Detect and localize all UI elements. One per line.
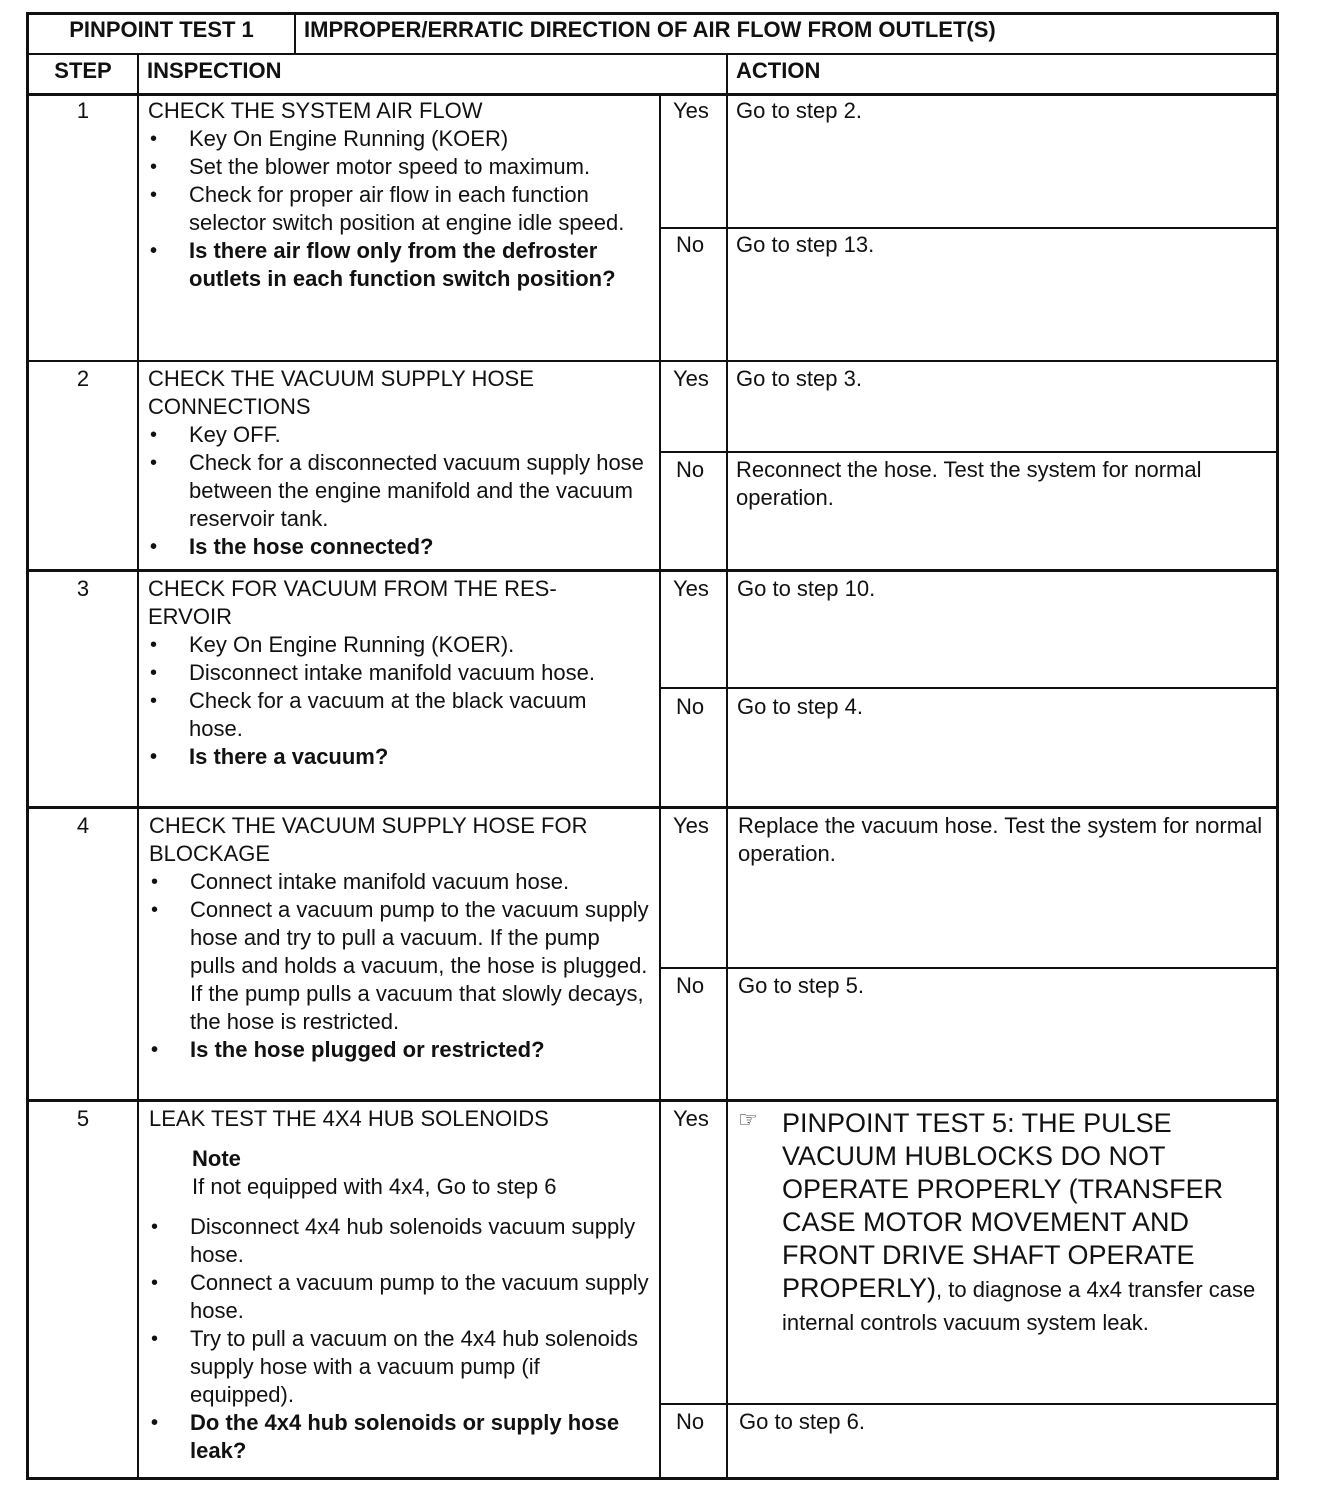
step-inspection bbox=[149, 1105, 649, 1465]
question-item: • Is there air flow only from the defroster outlets in each function switch position? bbox=[148, 237, 653, 293]
column-header-action: ACTION bbox=[736, 58, 821, 83]
list-item: • Set the blower motor speed to maximum. bbox=[148, 153, 653, 181]
test-label: PINPOINT TEST 1 bbox=[69, 17, 254, 42]
list-item: • Key OFF. bbox=[148, 421, 653, 449]
no-action: Go to step 5. bbox=[738, 973, 864, 998]
list-item: • Key On Engine Running (KOER). bbox=[148, 631, 638, 659]
step-title: LEAK TEST THE 4X4 HUB SOLENOIDS bbox=[149, 1106, 549, 1131]
step-inspection bbox=[148, 97, 653, 293]
list-item: • Check for a vacuum at the black vacuum hose. bbox=[148, 687, 638, 743]
yes-label: Yes bbox=[673, 98, 709, 123]
no-action: Go to step 4. bbox=[737, 694, 863, 719]
test-title: IMPROPER/ERRATIC DIRECTION OF AIR FLOW FROM OUTLET(S) bbox=[304, 17, 996, 42]
pointing-hand-icon: ☞ bbox=[738, 1107, 758, 1132]
pinpoint-test-link-block bbox=[782, 1107, 1262, 1338]
no-label: No bbox=[676, 1409, 705, 1434]
list-item: • Check for proper air flow in each function selector switch position at engine idle speed. bbox=[148, 181, 653, 237]
inspection-column-rule bbox=[659, 94, 661, 1480]
step-inspection bbox=[149, 812, 649, 1064]
header-divider bbox=[294, 12, 296, 54]
yes-action: Go to step 10. bbox=[737, 576, 876, 601]
yes-no-divider bbox=[659, 227, 1279, 229]
note-block bbox=[149, 1145, 649, 1201]
step-title: CHECK FOR VACUUM FROM THE RES-ERVOIR bbox=[148, 576, 557, 629]
row-divider bbox=[26, 1099, 1279, 1102]
step-number: 2 bbox=[76, 366, 90, 391]
column-header-step: STEP bbox=[54, 58, 112, 83]
no-action: Go to step 6. bbox=[739, 1409, 865, 1434]
step-title: CHECK THE VACUUM SUPPLY HOSE FOR BLOCKAGE bbox=[149, 813, 588, 866]
yes-no-divider bbox=[659, 967, 1279, 969]
table-border-top bbox=[26, 12, 1278, 15]
no-action: Reconnect the hose. Test the system for normal operation. bbox=[736, 457, 1202, 510]
step-title: CHECK THE VACUUM SUPPLY HOSE CONNECTIONS bbox=[148, 366, 534, 419]
step-inspection bbox=[148, 365, 653, 561]
no-label: No bbox=[676, 973, 705, 998]
list-item: • Disconnect 4x4 hub solenoids vacuum supply hose. bbox=[149, 1213, 649, 1269]
no-label: No bbox=[676, 457, 705, 482]
step-inspection bbox=[148, 575, 638, 771]
list-item: • Connect intake manifold vacuum hose. bbox=[149, 868, 649, 896]
yes-no-divider bbox=[659, 451, 1279, 453]
question-item: • Is the hose plugged or restricted? bbox=[149, 1036, 649, 1064]
list-item: • Connect a vacuum pump to the vacuum supply hose. bbox=[149, 1269, 649, 1325]
yes-action: Go to step 2. bbox=[736, 98, 862, 123]
column-header-inspection: INSPECTION bbox=[147, 58, 282, 83]
table-border-right bbox=[1276, 12, 1279, 1480]
header-rule bbox=[26, 53, 1279, 55]
no-action: Go to step 13. bbox=[736, 232, 875, 257]
row-divider bbox=[26, 360, 1279, 362]
column-header-rule bbox=[26, 93, 1279, 96]
yesno-column-rule bbox=[726, 53, 728, 1480]
step-number: 5 bbox=[76, 1106, 90, 1131]
row-divider bbox=[26, 569, 1279, 572]
row-divider bbox=[26, 806, 1279, 809]
note-label: Note bbox=[192, 1146, 241, 1171]
no-label: No bbox=[676, 232, 705, 257]
link-suffix-text: , to diagnose a 4x4 transfer case internal controls vacuum system leak. bbox=[782, 1277, 1256, 1335]
question-item: • Do the 4x4 hub solenoids or supply hose leak? bbox=[149, 1409, 649, 1465]
yes-label: Yes bbox=[673, 1106, 709, 1131]
step-number: 3 bbox=[76, 576, 90, 601]
step-number: 4 bbox=[76, 813, 90, 838]
table-border-bottom bbox=[26, 1477, 1279, 1480]
question-item: • Is there a vacuum? bbox=[148, 743, 638, 771]
pinpoint-test-5-link[interactable]: PINPOINT TEST 5: THE PULSE VACUUM HUBLOCKS DO NOT OPERATE PROPERLY (TRANSFER CASE MOTOR MOVEMENT AND FRONT DRIVE SHAFT OPERATE PROPERLY) bbox=[782, 1108, 1224, 1303]
yes-action-reference bbox=[730, 1105, 1275, 1400]
list-item: • Connect a vacuum pump to the vacuum supply hose and try to pull a vacuum. If the pump pulls and holds a vacuum, the hose is plugged. If the pump pulls a vacuum that slowly decays, the hose is restricted. bbox=[149, 896, 649, 1036]
list-item: • Key On Engine Running (KOER) bbox=[148, 125, 653, 153]
question-item: • Is the hose connected? bbox=[148, 533, 653, 561]
yes-no-divider bbox=[659, 687, 1279, 689]
yes-no-divider bbox=[659, 1403, 1279, 1405]
yes-label: Yes bbox=[673, 576, 709, 601]
step-title: CHECK THE SYSTEM AIR FLOW bbox=[148, 98, 483, 123]
yes-action: Go to step 3. bbox=[736, 366, 862, 391]
yes-label: Yes bbox=[673, 813, 709, 838]
yes-label: Yes bbox=[673, 366, 709, 391]
list-item: • Check for a disconnected vacuum supply hose between the engine manifold and the vacuum reservoir tank. bbox=[148, 449, 653, 533]
no-label: No bbox=[676, 694, 705, 719]
note-text: If not equipped with 4x4, Go to step 6 bbox=[192, 1174, 557, 1199]
step-column-rule bbox=[137, 53, 139, 1480]
step-number: 1 bbox=[76, 98, 90, 123]
list-item: • Disconnect intake manifold vacuum hose. bbox=[148, 659, 638, 687]
table-border-left bbox=[26, 12, 29, 1480]
list-item: • Try to pull a vacuum on the 4x4 hub solenoids supply hose with a vacuum pump (if equipped). bbox=[149, 1325, 649, 1409]
yes-action: Replace the vacuum hose. Test the system for normal operation. bbox=[738, 813, 1263, 866]
